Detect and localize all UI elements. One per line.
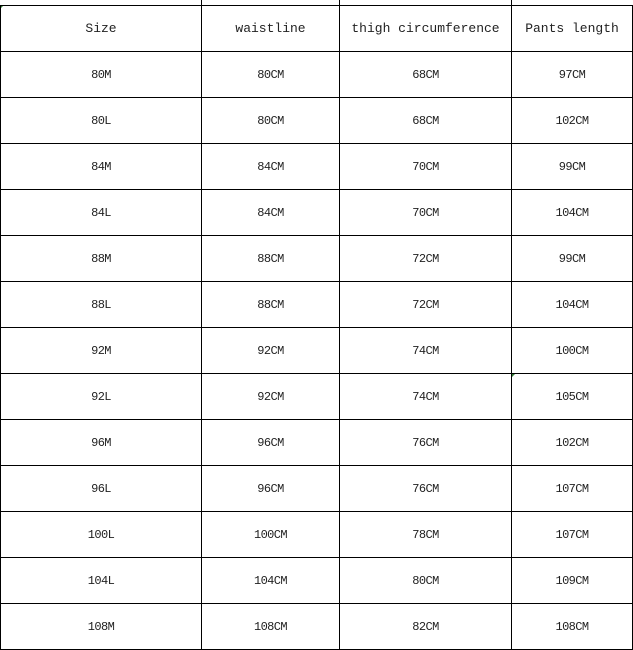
cell-thigh-circumference: 70CM [340,190,512,236]
cell-waistline: 108CM [202,604,340,650]
cell-size: 84M [1,144,202,190]
table-row [1,328,633,374]
cell-pants-length: 107CM [512,512,633,558]
table-row [1,236,633,282]
cell-thigh-circumference: 68CM [340,52,512,98]
table-body [1,52,633,650]
header-waistline: waistline [202,6,340,52]
cell-size: 80M [1,52,202,98]
cell-thigh-circumference: 76CM [340,466,512,512]
cell-thigh-circumference: 80CM [340,558,512,604]
table-row [1,98,633,144]
cell-thigh-circumference: 74CM [340,374,512,420]
table-row [1,512,633,558]
cell-size: 108M [1,604,202,650]
cell-waistline: 84CM [202,190,340,236]
table-row [1,144,633,190]
cell-size: 84L [1,190,202,236]
cell-pants-length: 105CM [512,374,633,420]
cell-size: 96M [1,420,202,466]
cell-pants-length: 104CM [512,190,633,236]
cell-size: 88L [1,282,202,328]
cell-pants-length: 109CM [512,558,633,604]
cell-pants-length: 102CM [512,98,633,144]
cell-size: 80L [1,98,202,144]
header-size: Size [1,6,202,52]
cell-waistline: 88CM [202,282,340,328]
cell-thigh-circumference: 78CM [340,512,512,558]
cell-waistline: 96CM [202,420,340,466]
table-row [1,52,633,98]
cell-thigh-circumference: 82CM [340,604,512,650]
cell-size: 88M [1,236,202,282]
cell-waistline: 92CM [202,328,340,374]
table-row [1,420,633,466]
table-row [1,374,633,420]
table-row [1,466,633,512]
cell-pants-length: 107CM [512,466,633,512]
cell-pants-length: 104CM [512,282,633,328]
cell-thigh-circumference: 74CM [340,328,512,374]
cell-waistline: 96CM [202,466,340,512]
cell-size: 96L [1,466,202,512]
cell-pants-length: 99CM [512,236,633,282]
table-header-row [1,6,633,52]
table-row [1,190,633,236]
cell-waistline: 104CM [202,558,340,604]
cell-waistline: 88CM [202,236,340,282]
cell-waistline: 80CM [202,52,340,98]
cell-thigh-circumference: 68CM [340,98,512,144]
cell-size: 92M [1,328,202,374]
cell-pants-length: 102CM [512,420,633,466]
cell-size: 104L [1,558,202,604]
cell-waistline: 92CM [202,374,340,420]
cell-waistline: 84CM [202,144,340,190]
cell-thigh-circumference: 76CM [340,420,512,466]
cell-pants-length: 97CM [512,52,633,98]
cell-pants-length: 100CM [512,328,633,374]
table-row [1,558,633,604]
table-row [1,282,633,328]
cell-thigh-circumference: 72CM [340,282,512,328]
size-chart-table [0,5,633,650]
cell-pants-length: 99CM [512,144,633,190]
header-thigh-circumference: thigh circumference [340,6,512,52]
cell-size: 100L [1,512,202,558]
cell-waistline: 80CM [202,98,340,144]
cell-thigh-circumference: 70CM [340,144,512,190]
cell-size: 92L [1,374,202,420]
table-row [1,604,633,650]
cell-pants-length: 108CM [512,604,633,650]
cell-thigh-circumference: 72CM [340,236,512,282]
cell-waistline: 100CM [202,512,340,558]
header-pants-length: Pants length [512,6,633,52]
